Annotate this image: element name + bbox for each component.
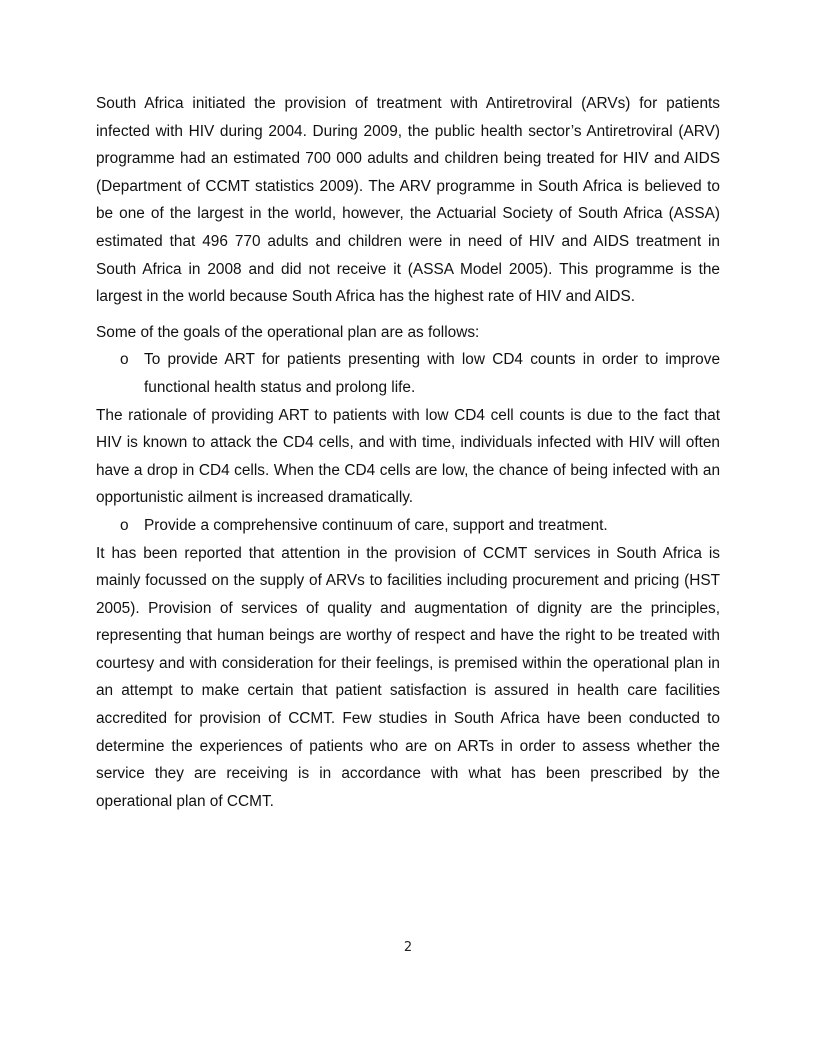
page-number: 2 xyxy=(403,940,413,955)
goal-text: Provide a comprehensive continuum of care, support and treatment. xyxy=(144,516,608,534)
document-body xyxy=(96,90,720,815)
goal-text: To provide ART for patients presenting with low CD4 counts in order to improve functional health status and prolong life. xyxy=(144,351,720,396)
bullet-circle-icon: o xyxy=(120,516,129,534)
goals-lead-paragraph: Some of the goals of the operational plan are as follows: xyxy=(96,323,480,341)
intro-paragraph: South Africa initiated the provision of treatment with Antiretroviral (ARVs) for patients infected with HIV during 2004. During 2009, the public health sector’s Antiretroviral (ARV) programme had an estimated 700 000 adults and children being treated for HIV and AIDS (Department of CCMT statistics 2009). The ARV programme in South Africa is believed to be one of the largest in the world, however, the Actuarial Society of South Africa (ASSA) estimated that 496 770 adults and children were in need of HIV and AIDS treatment in South Africa in 2008 and did not receive it (ASSA Model 2005). This programme is the largest in the world because South Africa has the highest rate of HIV and AIDS. xyxy=(96,95,720,306)
goal-list-item xyxy=(96,512,720,540)
goal-list-item xyxy=(96,346,720,401)
closing-paragraph: It has been reported that attention in the provision of CCMT services in South Africa is mainly focussed on the supply of ARVs to facilities including procurement and pricing (HST 2005). Provision of services of quality and augmentation of dignity are the principles, representing that human beings are worthy of respect and have the right to be treated with courtesy and with consideration for their feelings, is premised within the operational plan in an attempt to make certain that patient satisfaction is assured in health care facilities accredited for provision of CCMT. Few studies in South Africa have been conducted to determine the experiences of patients who are on ARTs in order to assess whether the service they are receiving is in accordance with what has been prescribed by the operational plan of CCMT. xyxy=(96,544,720,810)
bullet-circle-icon: o xyxy=(120,351,129,369)
rationale-paragraph: The rationale of providing ART to patients with low CD4 cell counts is due to the fact that HIV is known to attack the CD4 cells, and with time, individuals infected with HIV will often have a drop in CD4 cells. When the CD4 cells are low, the chance of being infected with an opportunistic ailment is increased dramatically. xyxy=(96,406,720,507)
